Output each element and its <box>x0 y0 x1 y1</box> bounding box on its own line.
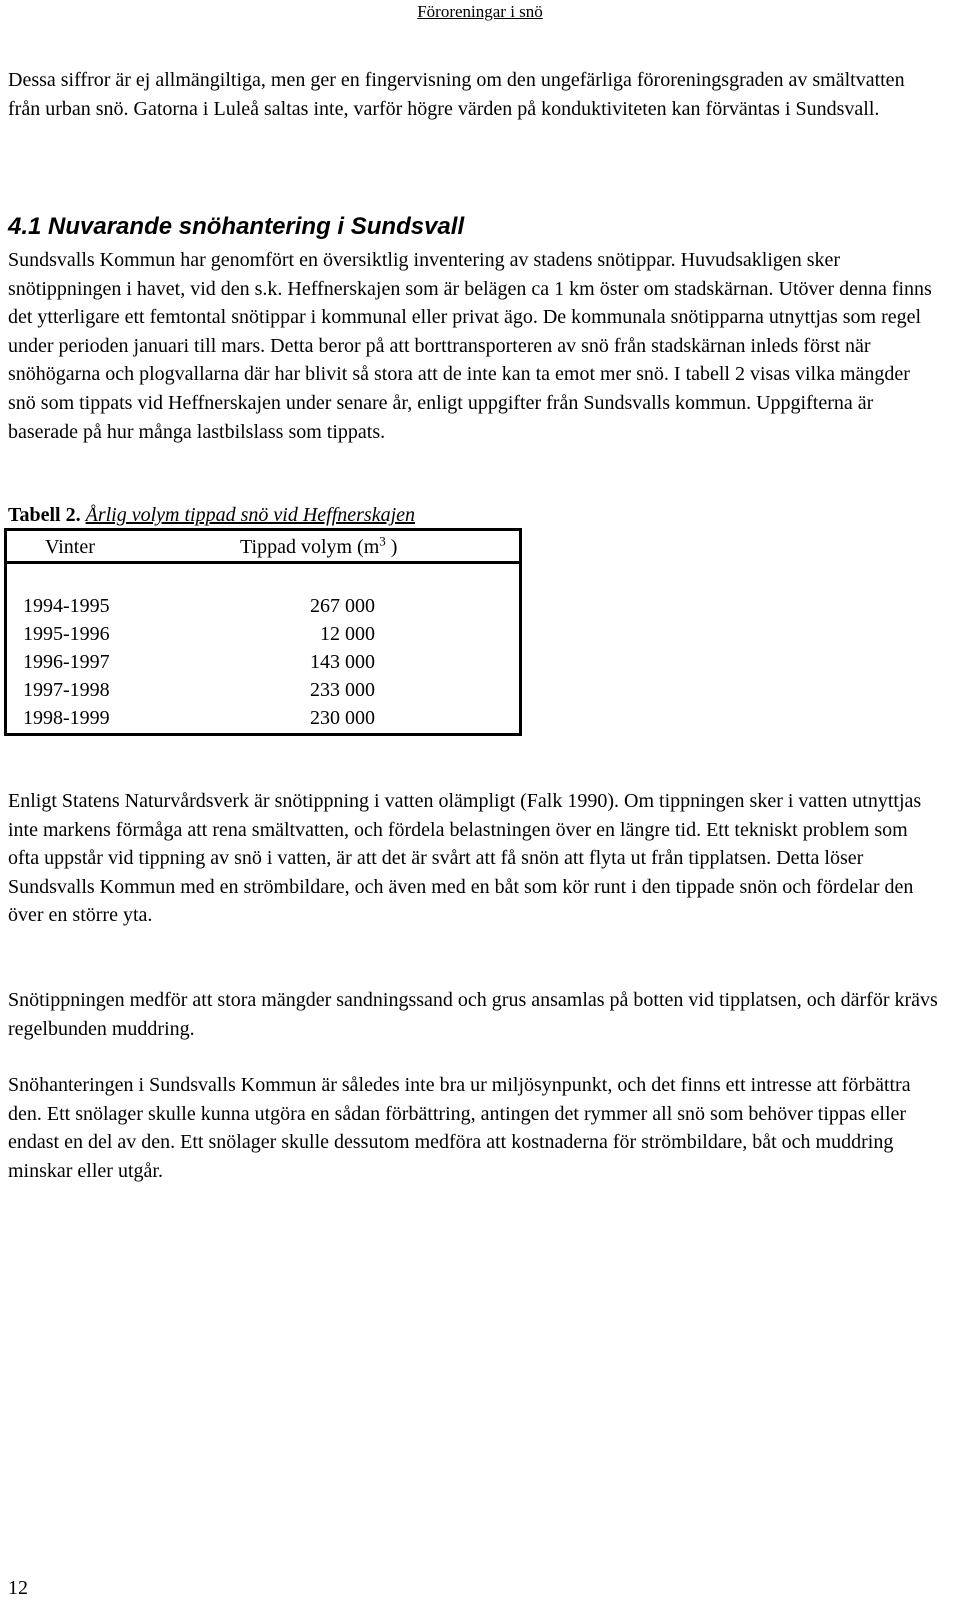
section-heading: 4.1 Nuvarande snöhantering i Sundsvall <box>8 213 465 240</box>
table-row <box>7 648 519 676</box>
table-header-row <box>7 531 519 564</box>
cell-winter: 1996-1997 <box>23 651 110 673</box>
page-number: 12 <box>8 1577 28 1599</box>
body-paragraph-3: Snöhanteringen i Sundsvalls Kommun är således inte bra ur miljösynpunkt, och det finns ett intresse att förbättra den. Ett snölager skulle kunna utgöra en sådan förbättring, antingen det rymmer all snö som behöver tippas eller endast en del av den. Ett snölager skulle dessutom medföra att kostnaderna för strömbildare, båt och muddring minskar eller utgår. <box>8 1074 911 1182</box>
cell-volume: 233 000 <box>310 679 375 701</box>
running-title: Föroreningar i snö <box>417 2 543 21</box>
intro-paragraph: Dessa siffror är ej allmängiltiga, men ger en fingervisning om den ungefärliga föroreningsgraden av smältvatten från urban snö. Gatorna i Luleå saltas inte, varför högre värden på konduktiviteten kan förväntas i Sundsvall. <box>8 69 905 120</box>
cell-volume: 230 000 <box>310 707 375 729</box>
column-header-volume-end: ) <box>385 536 398 558</box>
cell-winter: 1997-1998 <box>23 679 110 701</box>
cell-winter: 1994-1995 <box>23 595 110 617</box>
table-row <box>7 620 519 648</box>
column-header-volume-text: Tippad volym (m <box>240 536 380 558</box>
body-paragraph-2: Snötippningen medför att stora mängder sandningssand och grus ansamlas på botten vid tipplatsen, och därför krävs regelbunden muddring. <box>8 989 938 1040</box>
cell-volume: 143 000 <box>310 651 375 673</box>
column-header-volume-superscript: 3 <box>379 533 386 549</box>
cell-volume: 267 000 <box>310 595 375 617</box>
table-caption-title: Årlig volym tippad snö vid Heffnerskajen <box>85 504 416 526</box>
table-row <box>7 676 519 704</box>
table-row <box>7 704 519 732</box>
cell-winter: 1995-1996 <box>23 623 110 645</box>
cell-volume: 12 000 <box>320 623 375 645</box>
column-header-volume <box>240 535 397 559</box>
section-paragraph: Sundsvalls Kommun har genomfört en översiktlig inventering av stadens snötippar. Huvudsakligen sker snötippningen i havet, vid den s.k. Heffnerskajen som är belägen ca 1 km öster om stadskärnan. Utöver denna finns det ytterligare ett femtontal snötippar i kommunal eller privat ägo. De kommunala snötipparna utnyttjas som regel under perioden januari till mars. Detta beror på att borttransporteren av snö från stadskärnan inleds först när snöhögarna och plogvallarna där har blivit så stora att de inte kan ta emot mer snö. I tabell 2 visas vilka mängder snö som tippats vid Heffnerskajen under senare år, enligt uppgifter från Sundsvalls kommun. Uppgifterna är baserade på hur många lastbilslass som tippats. <box>8 249 932 443</box>
column-header-winter: Vinter <box>45 536 95 558</box>
table-caption <box>8 502 415 528</box>
running-header <box>0 1 960 23</box>
body-paragraph-1: Enligt Statens Naturvårdsverk är snötippning i vatten olämpligt (Falk 1990). Om tippningen sker i vatten utnyttjas inte markens förmåga att rena smältvatten, och fördela belastningen över en längre tid. Ett tekniskt problem som ofta uppstår vid tippning av snö i vatten, är att det är svårt att få snön att flyta ut från tipplatsen. Detta löser Sundsvalls Kommun med en strömbildare, och även med en båt som kör runt i den tippade snön och fördelar den över en större yta. <box>8 790 922 927</box>
table-caption-label: Tabell 2. <box>8 504 81 526</box>
volume-table <box>4 528 522 736</box>
table-row <box>7 592 519 620</box>
cell-winter: 1998-1999 <box>23 707 110 729</box>
